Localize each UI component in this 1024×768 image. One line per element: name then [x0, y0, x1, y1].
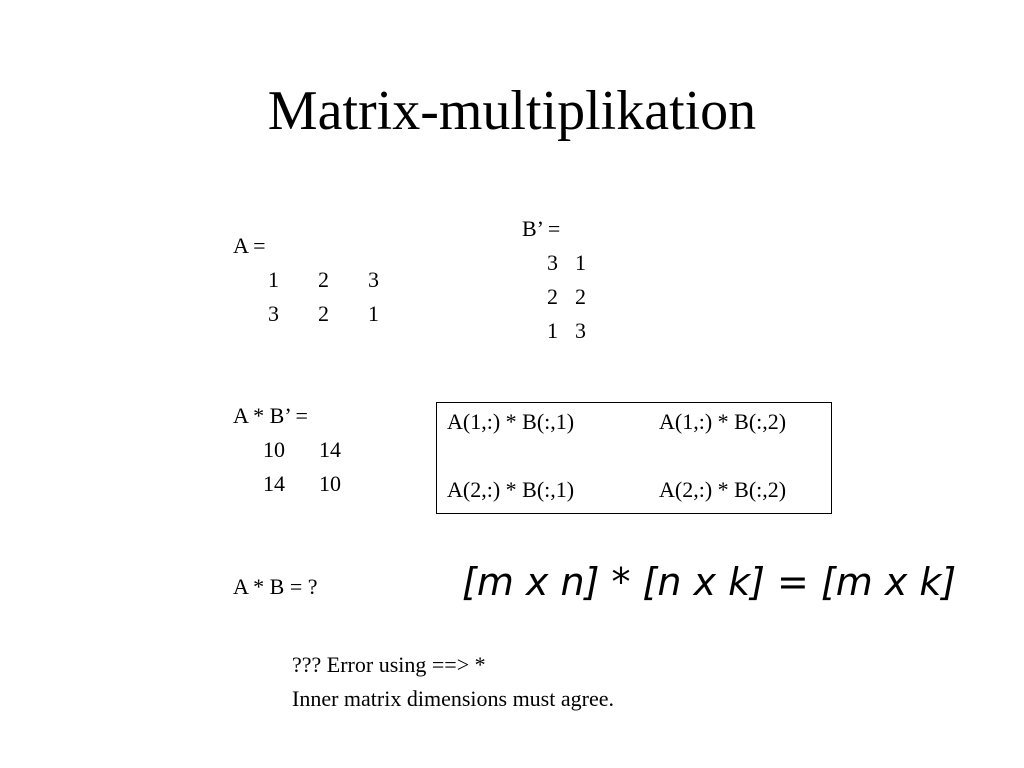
matrix-bt-row — [522, 246, 586, 280]
formula-box — [436, 402, 832, 514]
matrix-cell: 1 — [575, 250, 586, 275]
matrix-cell: 14 — [319, 437, 341, 462]
slide-title: Matrix-multiplikation — [267, 80, 757, 142]
product-abt-label: A * B’ = — [233, 403, 308, 428]
matrix-cell: 3 — [268, 301, 279, 326]
product-abt-row — [233, 433, 341, 467]
matrix-bt-row — [522, 314, 586, 348]
matrix-cell: 3 — [368, 267, 379, 292]
matrix-cell: 2 — [318, 301, 329, 326]
dimension-rule: [m x n] * [n x k] = [m x k] — [462, 560, 957, 604]
product-abt-row — [233, 467, 341, 501]
matrix-cell: 1 — [547, 318, 558, 343]
formula-cell: A(2,:) * B(:,1) — [447, 477, 575, 502]
matrix-cell: 2 — [318, 267, 329, 292]
matrix-cell: 10 — [263, 437, 285, 462]
matrix-cell: 2 — [575, 284, 586, 309]
formula-cell: A(1,:) * B(:,2) — [659, 409, 787, 434]
product-ab-question: A * B = ? — [233, 574, 318, 599]
matrix-bt-row — [522, 280, 586, 314]
error-line: Inner matrix dimensions must agree. — [292, 686, 614, 711]
matrix-a-row — [233, 297, 379, 331]
product-a-bt — [233, 399, 341, 501]
matrix-a — [233, 229, 379, 331]
matrix-a-row — [233, 263, 379, 297]
matrix-cell: 2 — [547, 284, 558, 309]
error-message — [292, 648, 614, 716]
matrix-a-label: A = — [233, 233, 266, 258]
matrix-cell: 10 — [319, 471, 341, 496]
matrix-cell: 1 — [368, 301, 379, 326]
matrix-bt-label: B’ = — [522, 216, 561, 241]
matrix-cell: 3 — [575, 318, 586, 343]
matrix-cell: 1 — [268, 267, 279, 292]
formula-cell: A(1,:) * B(:,1) — [447, 409, 575, 434]
matrix-cell: 3 — [547, 250, 558, 275]
matrix-cell: 14 — [263, 471, 285, 496]
matrix-b-transpose — [522, 212, 586, 348]
formula-cell: A(2,:) * B(:,2) — [659, 477, 787, 502]
error-line: ??? Error using ==> * — [292, 652, 486, 677]
